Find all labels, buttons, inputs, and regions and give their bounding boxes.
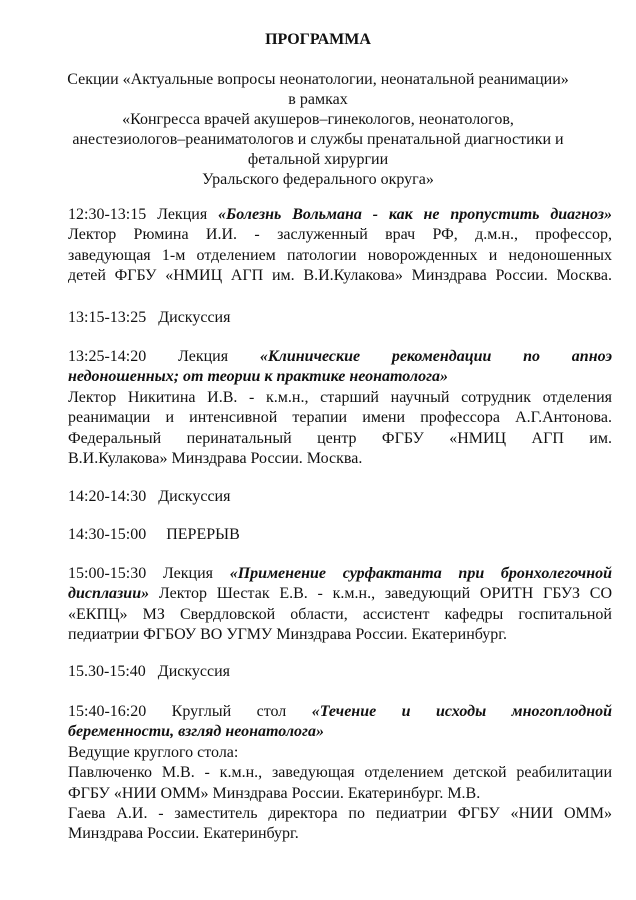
program-item-discussion-3 [68, 662, 612, 682]
program-line [68, 722, 612, 742]
header-line: в рамках [288, 91, 348, 108]
program-text: 14:30-15:00 ПЕРЕРЫВ [68, 526, 240, 543]
lecture-title: «Болезнь Вольмана - как не пропустить диагноз» [218, 206, 612, 223]
program-text: Лектор Шестак Е.В. - к.м.н., заведующий ОРИТН ГБУЗ СО [149, 585, 612, 603]
header-line: Уральского федерального округа» [202, 171, 434, 188]
program-line [68, 702, 612, 722]
program-line [68, 625, 612, 645]
lecture-title: «Течение и исходы многоплодной [311, 703, 612, 720]
program-line [68, 367, 612, 387]
header-line: Секции «Актуальные вопросы неонатологии, неонатальной реанимации» [67, 71, 569, 88]
program-item-lecture-rumina [68, 205, 612, 287]
program-line [68, 487, 612, 507]
program-text: 15.30-15:40 Дискуссия [68, 663, 231, 680]
lecture-title: дисплазии» [68, 585, 150, 603]
program-line [68, 784, 612, 804]
program-text: Гаева А.И. - заместитель директора по педиатрии ФГБУ «НИИ ОММ» [68, 804, 612, 822]
program-line [68, 347, 612, 367]
program-text: педиатрии ФГБОУ ВО УГМУ Минздрава России. Екатеринбург. [68, 626, 508, 644]
program-item-round-table [68, 702, 612, 845]
program-item-lecture-nikitina [68, 347, 612, 469]
program-text: В.И.Кулакова» Минздрава России. Москва. [68, 449, 363, 467]
page-title: ПРОГРАММА [265, 31, 371, 48]
program-item-break [68, 525, 612, 545]
program-text: 15:00-15:30 Лекция [68, 565, 230, 582]
section-header [40, 70, 596, 190]
header-line: фетальной хирургии [247, 151, 389, 168]
program-text: реанимации и интенсивной терапии имени профессора А.Г.Антонова. [68, 409, 612, 427]
program-line [68, 743, 612, 763]
program-line [68, 246, 612, 266]
program-line [68, 824, 612, 844]
program-line [68, 525, 612, 545]
header-line: анестезиологов–реаниматологов и службы пренатальной диагностики и [72, 131, 564, 148]
lecture-title: «Клинические рекомендации по апноэ [259, 348, 612, 365]
program-item-discussion-1 [68, 308, 612, 328]
program-line [68, 408, 612, 428]
program-line [68, 584, 612, 604]
program-line [68, 804, 612, 824]
program-text: ФГБУ «НИИ ОММ» Минздрава России. Екатеринбург. М.В. [68, 784, 481, 802]
program-text: Минздрава России. Екатеринбург. [68, 825, 299, 843]
program-text: Федеральный перинатальный центр ФГБУ «НМИЦ АГП им. [68, 429, 612, 447]
program-text: Лектор Рюмина И.И. - заслуженный врач РФ, д.м.н., профессор, [68, 226, 612, 244]
program-text: 13:15-13:25 Дискуссия [68, 309, 231, 326]
program-line [68, 564, 612, 584]
program-line [68, 388, 612, 408]
program-line [68, 429, 612, 449]
lecture-title: недоношенных; от теории к практике неонатолога» [68, 368, 448, 386]
program-text: Лектор Никитина И.В. - к.м.н., старший научный сотрудник отделения [68, 388, 612, 406]
program-line [68, 308, 612, 328]
program-text: 12:30-13:15 Лекция [68, 206, 219, 223]
program-item-lecture-shestak [68, 564, 612, 646]
program-text: детей ФГБУ «НМИЦ АГП им. В.И.Кулакова» Минздрава России. Москва. [68, 267, 612, 285]
program-text: «ЕКПЦ» МЗ Свердловской области, ассистент кафедры госпитальной [68, 605, 612, 623]
lecture-title: «Применение сурфактанта при бронхолегочной [229, 565, 612, 582]
program-text: Павлюченко М.В. - к.м.н., заведующая отделением детской реабилитации [68, 764, 612, 782]
program-line [68, 662, 612, 682]
program-line [68, 449, 612, 469]
lecture-title: беременности, взгляд неонатолога» [68, 723, 324, 741]
program-text: заведующая 1-м отделением патологии новорожденных и недоношенных [68, 246, 612, 264]
header-line: «Конгресса врачей акушеров–гинекологов, неонатологов, [122, 111, 514, 128]
program-text: 13:25-14:20 Лекция [68, 348, 260, 365]
program-line [68, 266, 612, 286]
program-text: Ведущие круглого стола: [68, 743, 239, 761]
program-item-discussion-2 [68, 487, 612, 507]
program-line [68, 205, 612, 225]
program-line [68, 605, 612, 625]
program-text: 14:20-14:30 Дискуссия [68, 488, 231, 505]
program-line [68, 225, 612, 245]
program-text: 15:40-16:20 Круглый стол [68, 703, 312, 720]
program-line [68, 763, 612, 783]
